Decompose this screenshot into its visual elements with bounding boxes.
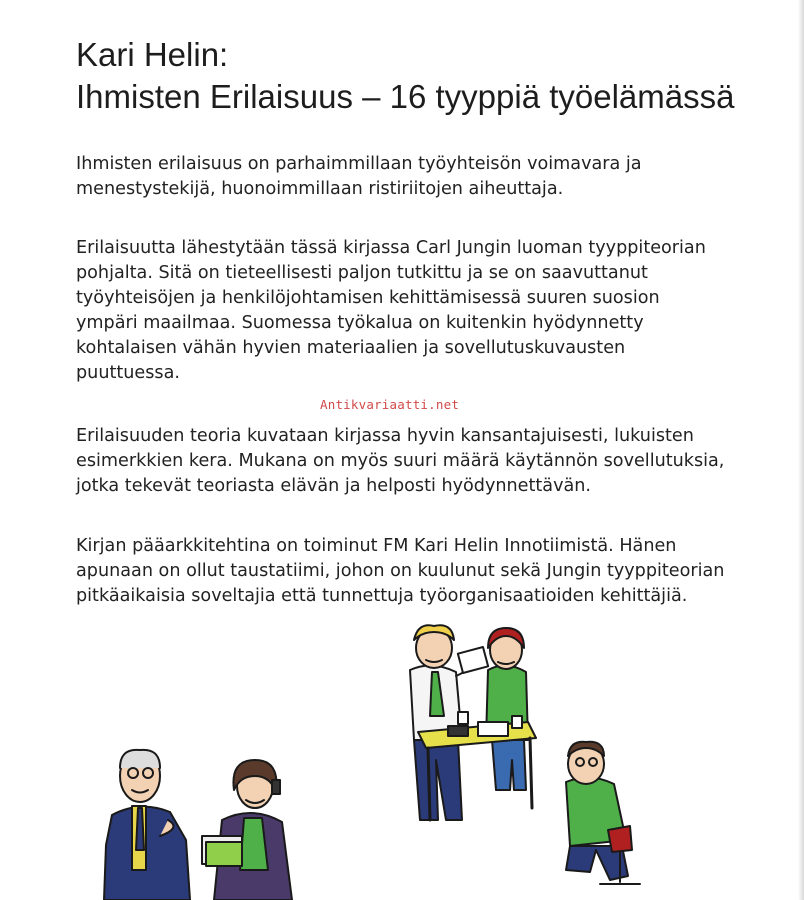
scan-edge-shadow bbox=[798, 0, 804, 900]
text-line: ympäri maailmaa. Suomessa työkalua on kuitenkin hyödynnetty bbox=[76, 313, 644, 333]
text-line: Erilaisuuden teoria kuvataan kirjassa hyvin kansantajuisesti, lukuisten bbox=[76, 426, 694, 446]
seated-man-figure bbox=[566, 742, 640, 884]
watermark: Antikvariaatti.net bbox=[320, 397, 460, 412]
text-line: kohtalaisen vähän hyvien materiaalien ja sovellutuskuvausten bbox=[76, 338, 626, 358]
text-line: esimerkkien kera. Mukana on myös suuri määrä käytännön sovellutuksia, bbox=[76, 451, 725, 471]
text-line: pohjalta. Sitä on tieteellisesti paljon tutkittu ja se on saavuttanut bbox=[76, 263, 648, 283]
text-line: Kirjan pääarkkitehtina on toiminut FM Kari Helin Innotiimistä. Hänen bbox=[76, 536, 677, 556]
text-line: pitkäaikaisia soveltajia että tunnettuja työorganisaatioiden kehittäjiä. bbox=[76, 586, 688, 606]
woman-green-figure bbox=[486, 628, 528, 790]
businessman-figure bbox=[104, 750, 190, 900]
text-line: menestystekijä, huonoimmillaan ristiriitojen aiheuttaja. bbox=[76, 179, 564, 199]
text-line: työyhteisöjen ja henkilöjohtamisen kehittämisessä suuren suosion bbox=[76, 288, 660, 308]
text-line: puuttuessa. bbox=[76, 363, 180, 383]
presenter-figure bbox=[410, 625, 488, 820]
text-line: Ihmisten erilaisuus on parhaimmillaan työyhteisön voimavara ja bbox=[76, 154, 642, 174]
title-author: Kari Helin: bbox=[76, 36, 229, 73]
text-line: jotka tekevät teoriasta elävän ja helposti hyödynnettävän. bbox=[76, 476, 592, 496]
title-main: Ihmisten Erilaisuus – 16 tyyppiä työelämässä bbox=[76, 78, 735, 115]
woman-phone-figure bbox=[202, 760, 292, 900]
text-line: Erilaisuutta lähestytään tässä kirjassa Carl Jungin luoman tyyppiteorian bbox=[76, 238, 706, 258]
text-line: apunaan on ollut taustatiimi, johon on kuulunut sekä Jungin tyyppiteorian bbox=[76, 561, 725, 581]
